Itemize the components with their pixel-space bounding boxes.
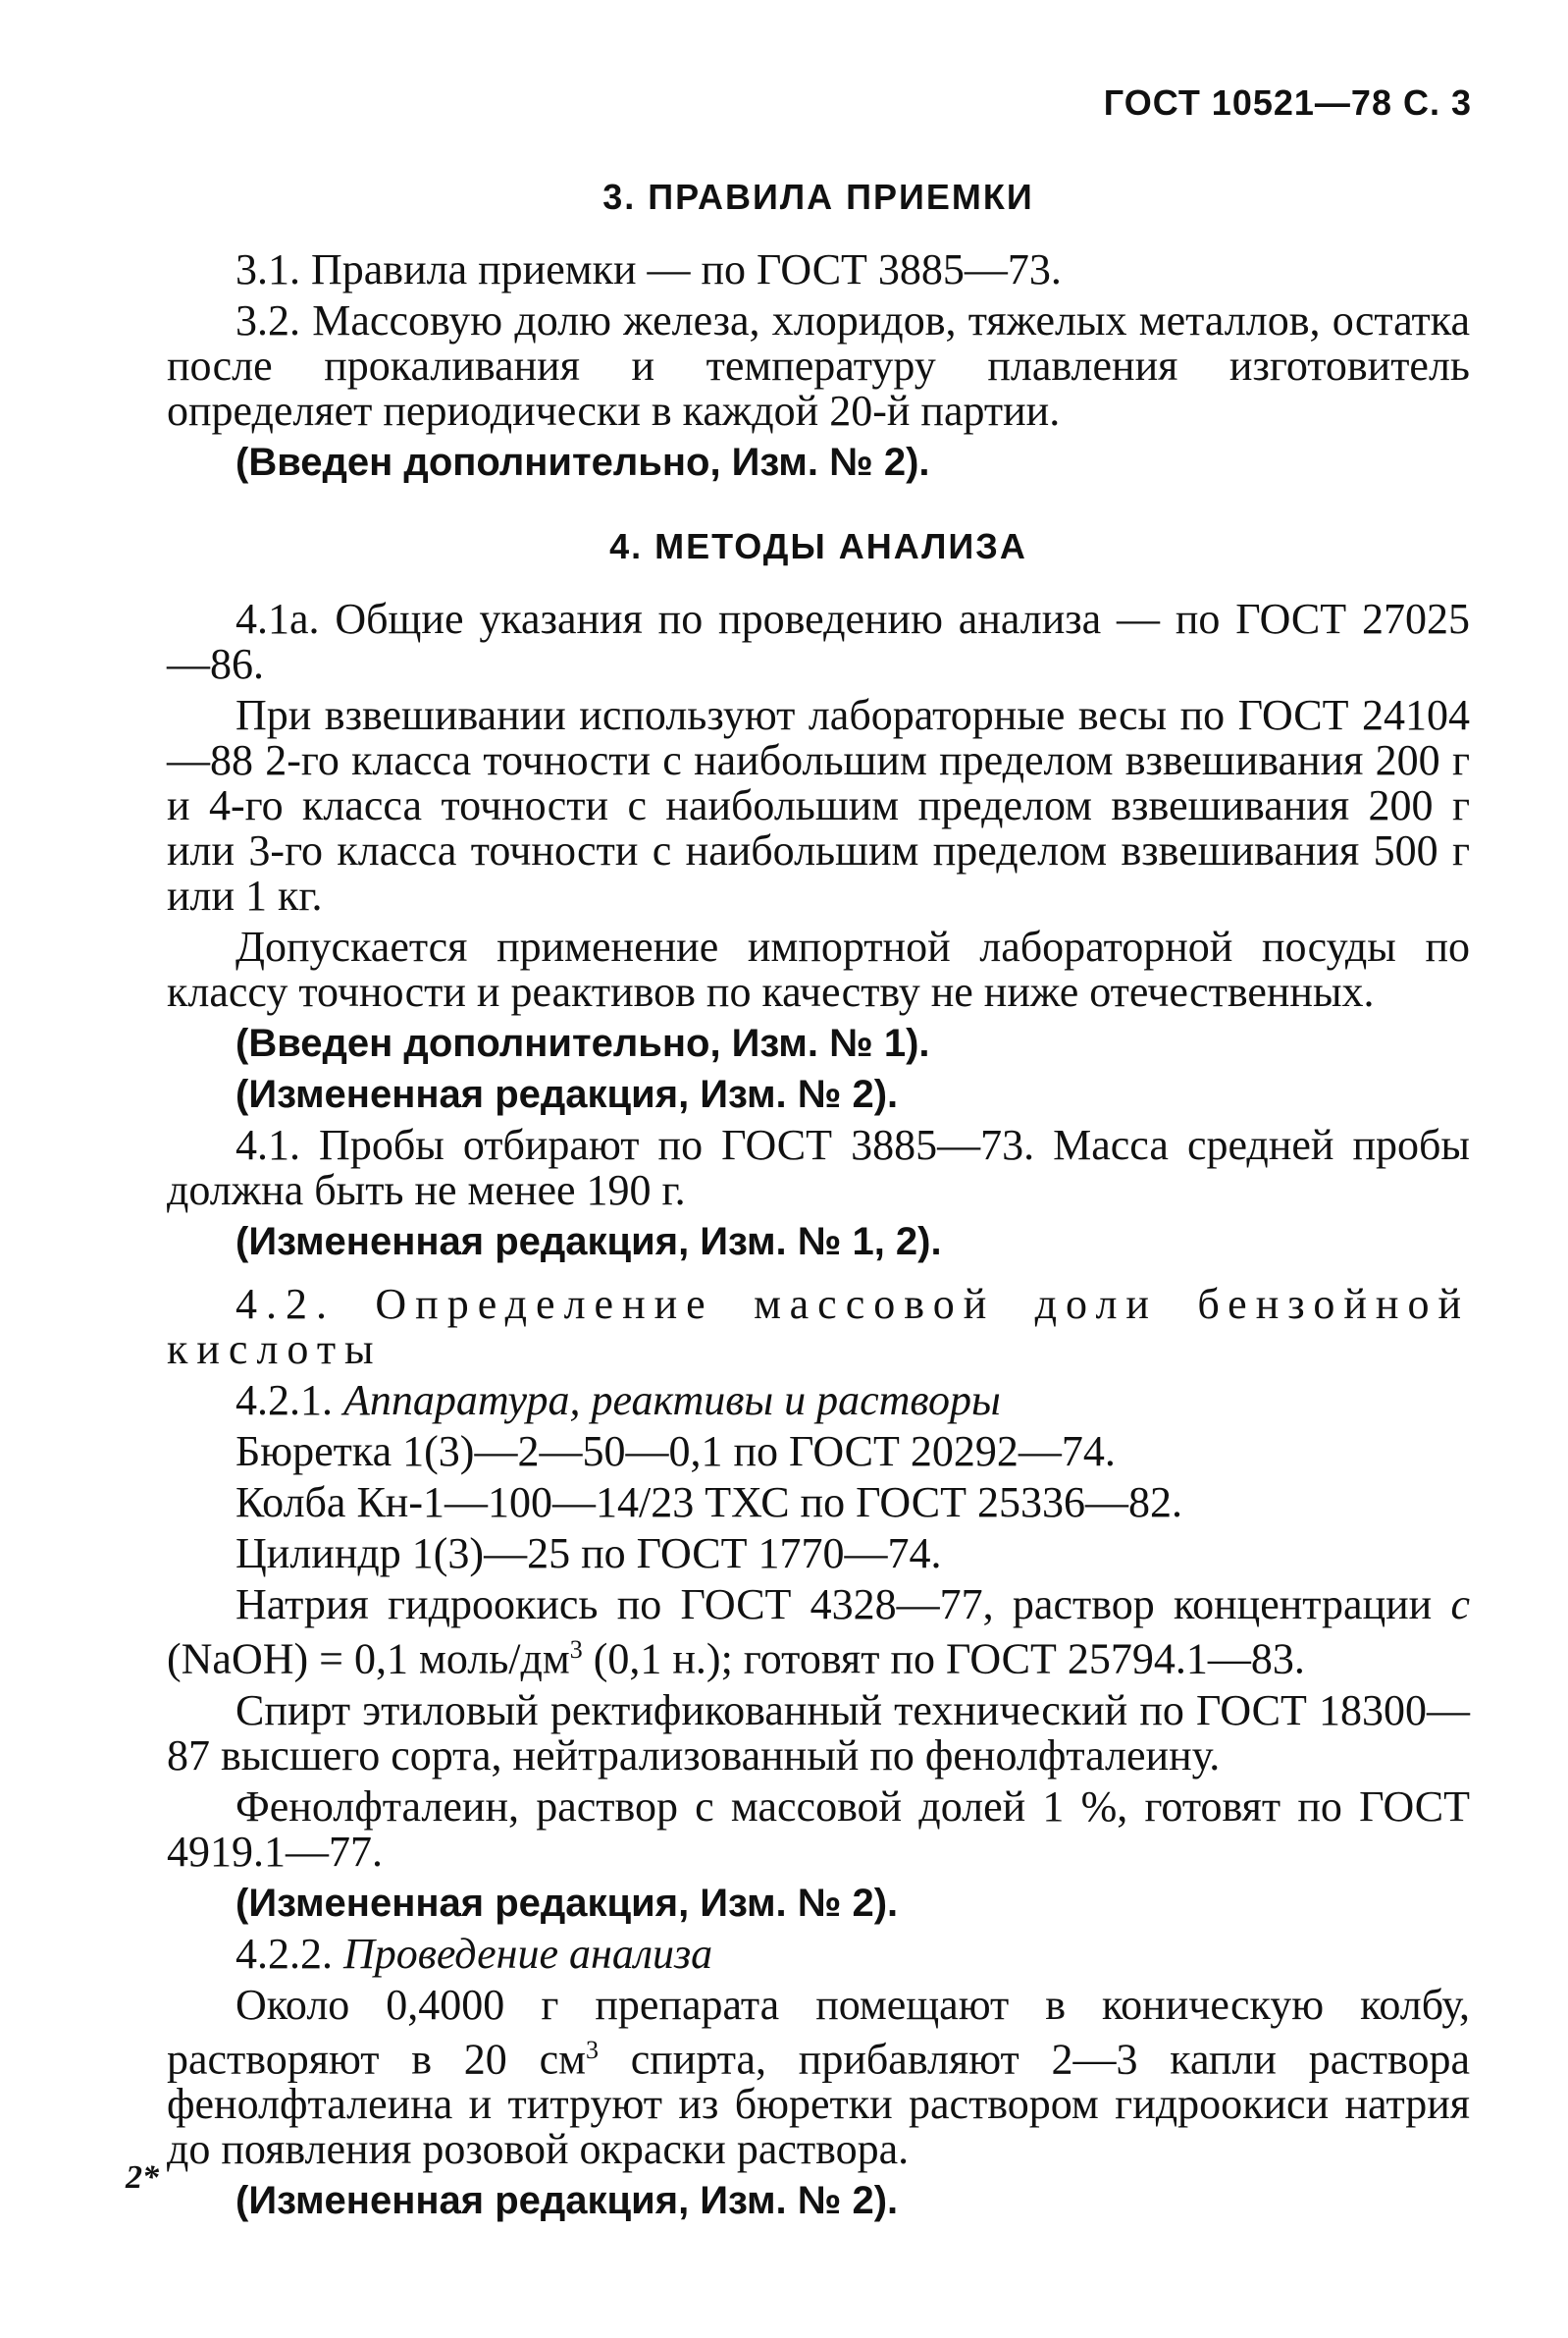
clause-4-1a-import: Допускается применение импортной лабораторной посуды по классу точности и реактивов по качеству не ниже отечественных. (167, 923, 1470, 1016)
clause-3-2: 3.2. Массовую долю железа, хлоридов, тяжелых металлов, остатка после прокаливания и температуру плавления изготовитель определяет периодически в каждой 20-й партии. (167, 296, 1470, 435)
clause-4-2-1-title: Аппаратура, реактивы и растворы (343, 1376, 1001, 1424)
document-body (167, 167, 1470, 2229)
cylinder-line: Цилиндр 1(3)—25 по ГОСТ 1770—74. (235, 1529, 942, 1577)
clause-4-1a-weighing: При взвешивании используют лабораторные весы по ГОСТ 24104—88 2-го класса точности с наибольшим пределом взвешивания 200 г и 4-го класса точности с наибольшим пределом взвешивания 200 г или 3-го класса точности с наибольшим пределом взвешивания 500 г или 1 кг. (167, 691, 1470, 920)
naoh-text-b: (NaOH) = 0,1 моль/дм (167, 1634, 570, 1683)
clause-4-1-note: (Измененная редакция, Изм. № 1, 2). (235, 1220, 942, 1263)
clause-4-2-1 (167, 1378, 1470, 1423)
clause-4-1a-note-2: (Измененная редакция, Изм. № 2). (235, 1073, 899, 1116)
clause-4-2: 4.2. Определение массовой доли бензойной кислоты (167, 1280, 1470, 1373)
page-signature-mark: 2* (126, 2159, 159, 2196)
clause-3-2-note: (Введен дополнительно, Изм. № 2). (235, 441, 930, 484)
clause-4-2-2 (167, 1929, 1470, 1978)
clause-4-2-2-number: 4.2.2. (235, 1929, 333, 1978)
clause-3-1: 3.1. Правила приемки — по ГОСТ 3885—73. (235, 245, 1062, 293)
procedure-text-a: Около 0,4000 г препарата помещают в коническую колбу, растворяют в 20 см (167, 1980, 1470, 2084)
clause-4-2-1-number: 4.2.1. (235, 1376, 333, 1424)
clause-4-2-1-note: (Измененная редакция, Изм. № 2). (235, 1881, 899, 1925)
clause-4-1a: 4.1а. Общие указания по проведению анализа — по ГОСТ 27025—86. (167, 595, 1470, 688)
burette-line: Бюретка 1(3)—2—50—0,1 по ГОСТ 20292—74. (235, 1427, 1116, 1475)
naoh-text-d: (0,1 н.); готовят по ГОСТ 25794.1—83. (582, 1634, 1305, 1683)
procedure-text-b: спирта, прибавляют 2—3 капли раствора фенолфталеина и титруют из бюретки раствором гидроокиси натрия до появления розовой окраски раствора. (167, 2035, 1471, 2174)
flask-line: Колба Кн-1—100—14/23 ТХС по ГОСТ 25336—82. (235, 1478, 1182, 1526)
procedure-superscript: 3 (585, 2035, 599, 2064)
spacer (167, 491, 1470, 516)
clause-4-1a-note-1: (Введен дополнительно, Изм. № 1). (235, 1022, 930, 1065)
naoh-superscript: 3 (569, 1635, 583, 1664)
section-4-title: 4. МЕТОДЫ АНАЛИЗА (609, 526, 1027, 566)
clause-4-1: 4.1. Пробы отбирают по ГОСТ 3885—73. Масса средней пробы должна быть не менее 190 г. (167, 1121, 1470, 1214)
naoh-line (167, 1582, 1470, 1682)
phenolphthalein-line: Фенолфталеин, раствор с массовой долей 1 %, готовят по ГОСТ 4919.1—77. (167, 1781, 1470, 1876)
naoh-text-a: Натрия гидроокись по ГОСТ 4328—77, раствор концентрации (235, 1580, 1451, 1628)
page-header: ГОСТ 10521—78 С. 3 (1103, 82, 1472, 123)
procedure-text (167, 1980, 1471, 2174)
clause-4-2-2-note: (Измененная редакция, Изм. № 2). (235, 2179, 899, 2223)
clause-4-2-2-title: Проведение анализа (343, 1929, 713, 1978)
alcohol-line: Спирт этиловый ректификованный технический по ГОСТ 18300—87 высшего сорта, нейтрализованный по фенолфталеину. (167, 1685, 1470, 1780)
section-3-title: 3. ПРАВИЛА ПРИЕМКИ (602, 177, 1034, 217)
naoh-concentration-symbol: c (1450, 1580, 1470, 1628)
